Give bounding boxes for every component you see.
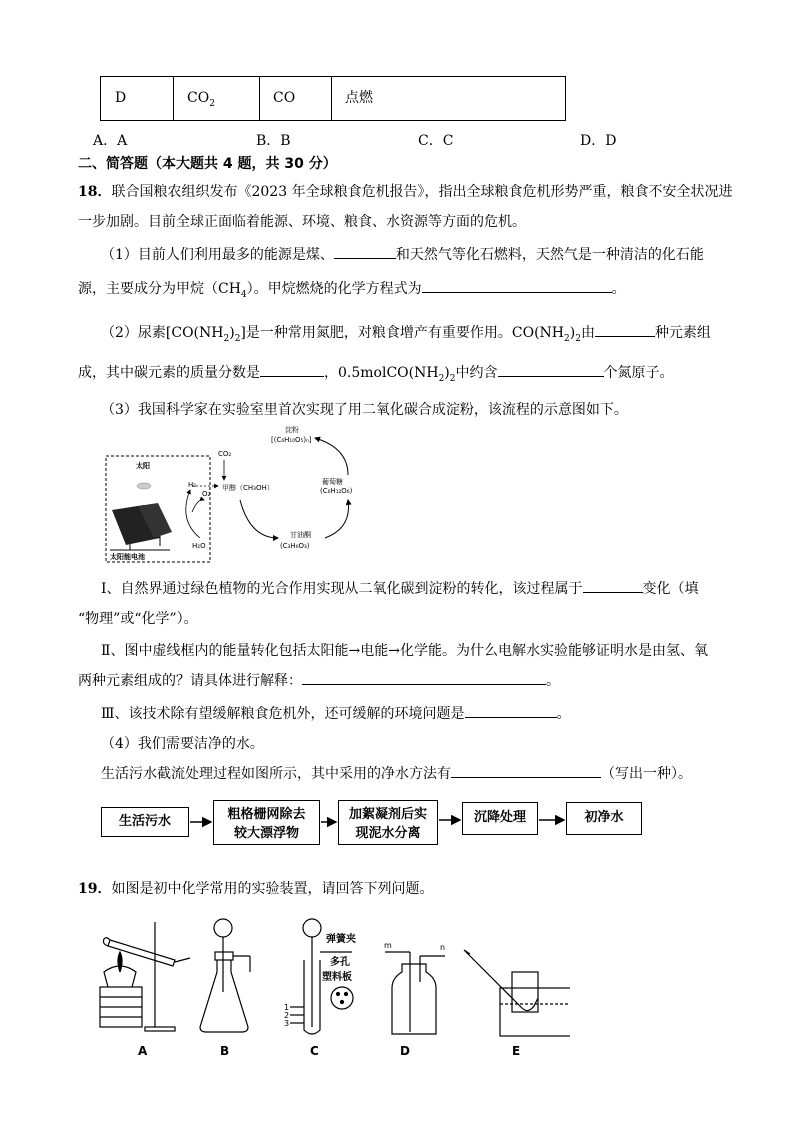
label-d: D xyxy=(400,1044,410,1058)
flow-arrows xyxy=(189,805,569,835)
glucose-formula: (C₆H₁₂O₆) xyxy=(320,487,353,495)
q18-part1-line1: （1）目前人们利用最多的能源是煤、 和天然气等化石燃料，天然气是一种清洁的化石能 xyxy=(101,244,704,264)
q18-roman2-line1: Ⅱ、图中虚线框内的能量转化包括太阳能→电能→化学能。为什么电解水实验能够证明水是由氢、氧 xyxy=(101,643,708,659)
flow-step-flocculant: 加絮凝剂后实 现泥水分离 xyxy=(338,800,438,845)
answer-table-row xyxy=(100,76,566,121)
porous-label: 多孔 xyxy=(330,957,350,968)
apparatus-d-icon xyxy=(385,952,445,1034)
q18-part3: （3）我国科学家在实验室里首次实现了用二氧化碳合成淀粉，该流程的示意图如下。 xyxy=(101,402,628,418)
apparatus-b-icon xyxy=(200,919,250,1032)
label-a: A xyxy=(138,1044,148,1058)
choice-b: B．B xyxy=(256,133,291,149)
table-cell-option: D xyxy=(115,90,127,106)
choice-c: C．C xyxy=(418,133,454,149)
apparatus-e-icon xyxy=(464,950,570,1036)
label-c: C xyxy=(310,1044,319,1058)
solar-cell-label: 太阳能电池 xyxy=(110,553,145,561)
q18-part2-line2: 成，其中碳元素的质量分数是 ，$0.5molCO(NH_2)_2$中约含 个氮原子。 xyxy=(78,362,674,384)
section-title: 二、简答题（本大题共 4 题，共 30 分） xyxy=(78,156,337,172)
table-cell-condition: 点燃 xyxy=(345,90,373,106)
flow-step-clean-water: 初净水 xyxy=(566,802,642,835)
mark-n: n xyxy=(440,943,446,952)
table-cell-product: CO xyxy=(273,90,296,106)
q19-text: 19．如图是初中化学常用的实验装置，请回答下列问题。 xyxy=(78,881,434,897)
mark-2: 2 xyxy=(284,1011,290,1020)
q18-roman2-line2: 两种元素组成的？请具体进行解释： 。 xyxy=(78,670,560,690)
mark-1: 1 xyxy=(284,1003,290,1012)
flow-step-screen: 粗格栅网除去 较大漂浮物 xyxy=(213,800,320,845)
q18-part1-line2: 源，主要成分为甲烷$(CH_4)$。甲烷燃烧的化学方程式为 。 xyxy=(78,278,626,300)
q18-roman1-line1: Ⅰ、自然界通过绿色植物的光合作用实现从二氧化碳到淀粉的转化，该过程属于 变化（填 xyxy=(101,578,699,598)
h2o-label: H₂O xyxy=(192,542,206,550)
q18-intro-line1: 18．联合国粮农组织发布《2023 年全球粮食危机报告》，指出全球粮食危机形势严重，粮食不安全状况进 xyxy=(78,184,733,200)
solar-panel-icon xyxy=(110,503,172,550)
choice-d: D．D xyxy=(580,133,617,149)
q18-part4-line2: 生活污水截流处理过程如图所示，其中采用的净水方法有 （写出一种）。 xyxy=(101,763,692,783)
methanol-label: 甲醇（CH₃OH） xyxy=(222,484,274,492)
q18-part4: （4）我们需要洁净的水。 xyxy=(101,736,264,752)
q18-roman1-line2: “物理”或“化学”）。 xyxy=(78,611,198,627)
label-b: B xyxy=(220,1044,230,1058)
co2-label: CO₂ xyxy=(218,450,232,458)
table-cell-reactant: $CO_2$ xyxy=(187,90,215,109)
apparatus-a-icon xyxy=(100,922,190,1031)
q18-intro-line2: 一步加剧。目前全球正面临着能源、环境、粮食、水资源等方面的危机。 xyxy=(78,214,526,230)
dha-label: 甘油酮 xyxy=(290,531,311,539)
starch-synthesis-diagram xyxy=(100,420,410,565)
choice-a: A．A xyxy=(93,133,128,149)
q18-roman3: Ⅲ、该技术除有望缓解粮食危机外，还可缓解的环境问题是 。 xyxy=(101,703,571,723)
flow-step-sewage: 生活污水 xyxy=(101,807,189,837)
plastic-plate-label: 塑料板 xyxy=(322,972,352,983)
spring-clamp-label: 弹簧夹 xyxy=(326,934,356,945)
glucose-label: 葡萄糖 xyxy=(322,478,343,486)
starch-formula: [(C₆H₁₀O₅)ₙ] xyxy=(271,436,312,444)
sun-label: 太阳 xyxy=(136,462,150,470)
mark-m: m xyxy=(384,941,392,950)
q18-part2-line1: （2）尿素$[CO(NH_2)_2]$是一种常用氮肥，对粮食增产有重要作用。$CO(NH_2)_2$由 种元素组 xyxy=(101,322,711,344)
sun-icon xyxy=(137,483,151,489)
starch-label: 淀粉 xyxy=(285,426,299,434)
label-e: E xyxy=(512,1044,521,1058)
flow-step-settling: 沉降处理 xyxy=(462,802,538,835)
dha-formula: (C₃H₆O₃) xyxy=(280,542,310,550)
h2-label: H₂ xyxy=(188,481,197,489)
lab-apparatus-figure xyxy=(90,912,570,1062)
o2-label: O₂ xyxy=(202,490,211,498)
mark-3: 3 xyxy=(284,1019,290,1028)
